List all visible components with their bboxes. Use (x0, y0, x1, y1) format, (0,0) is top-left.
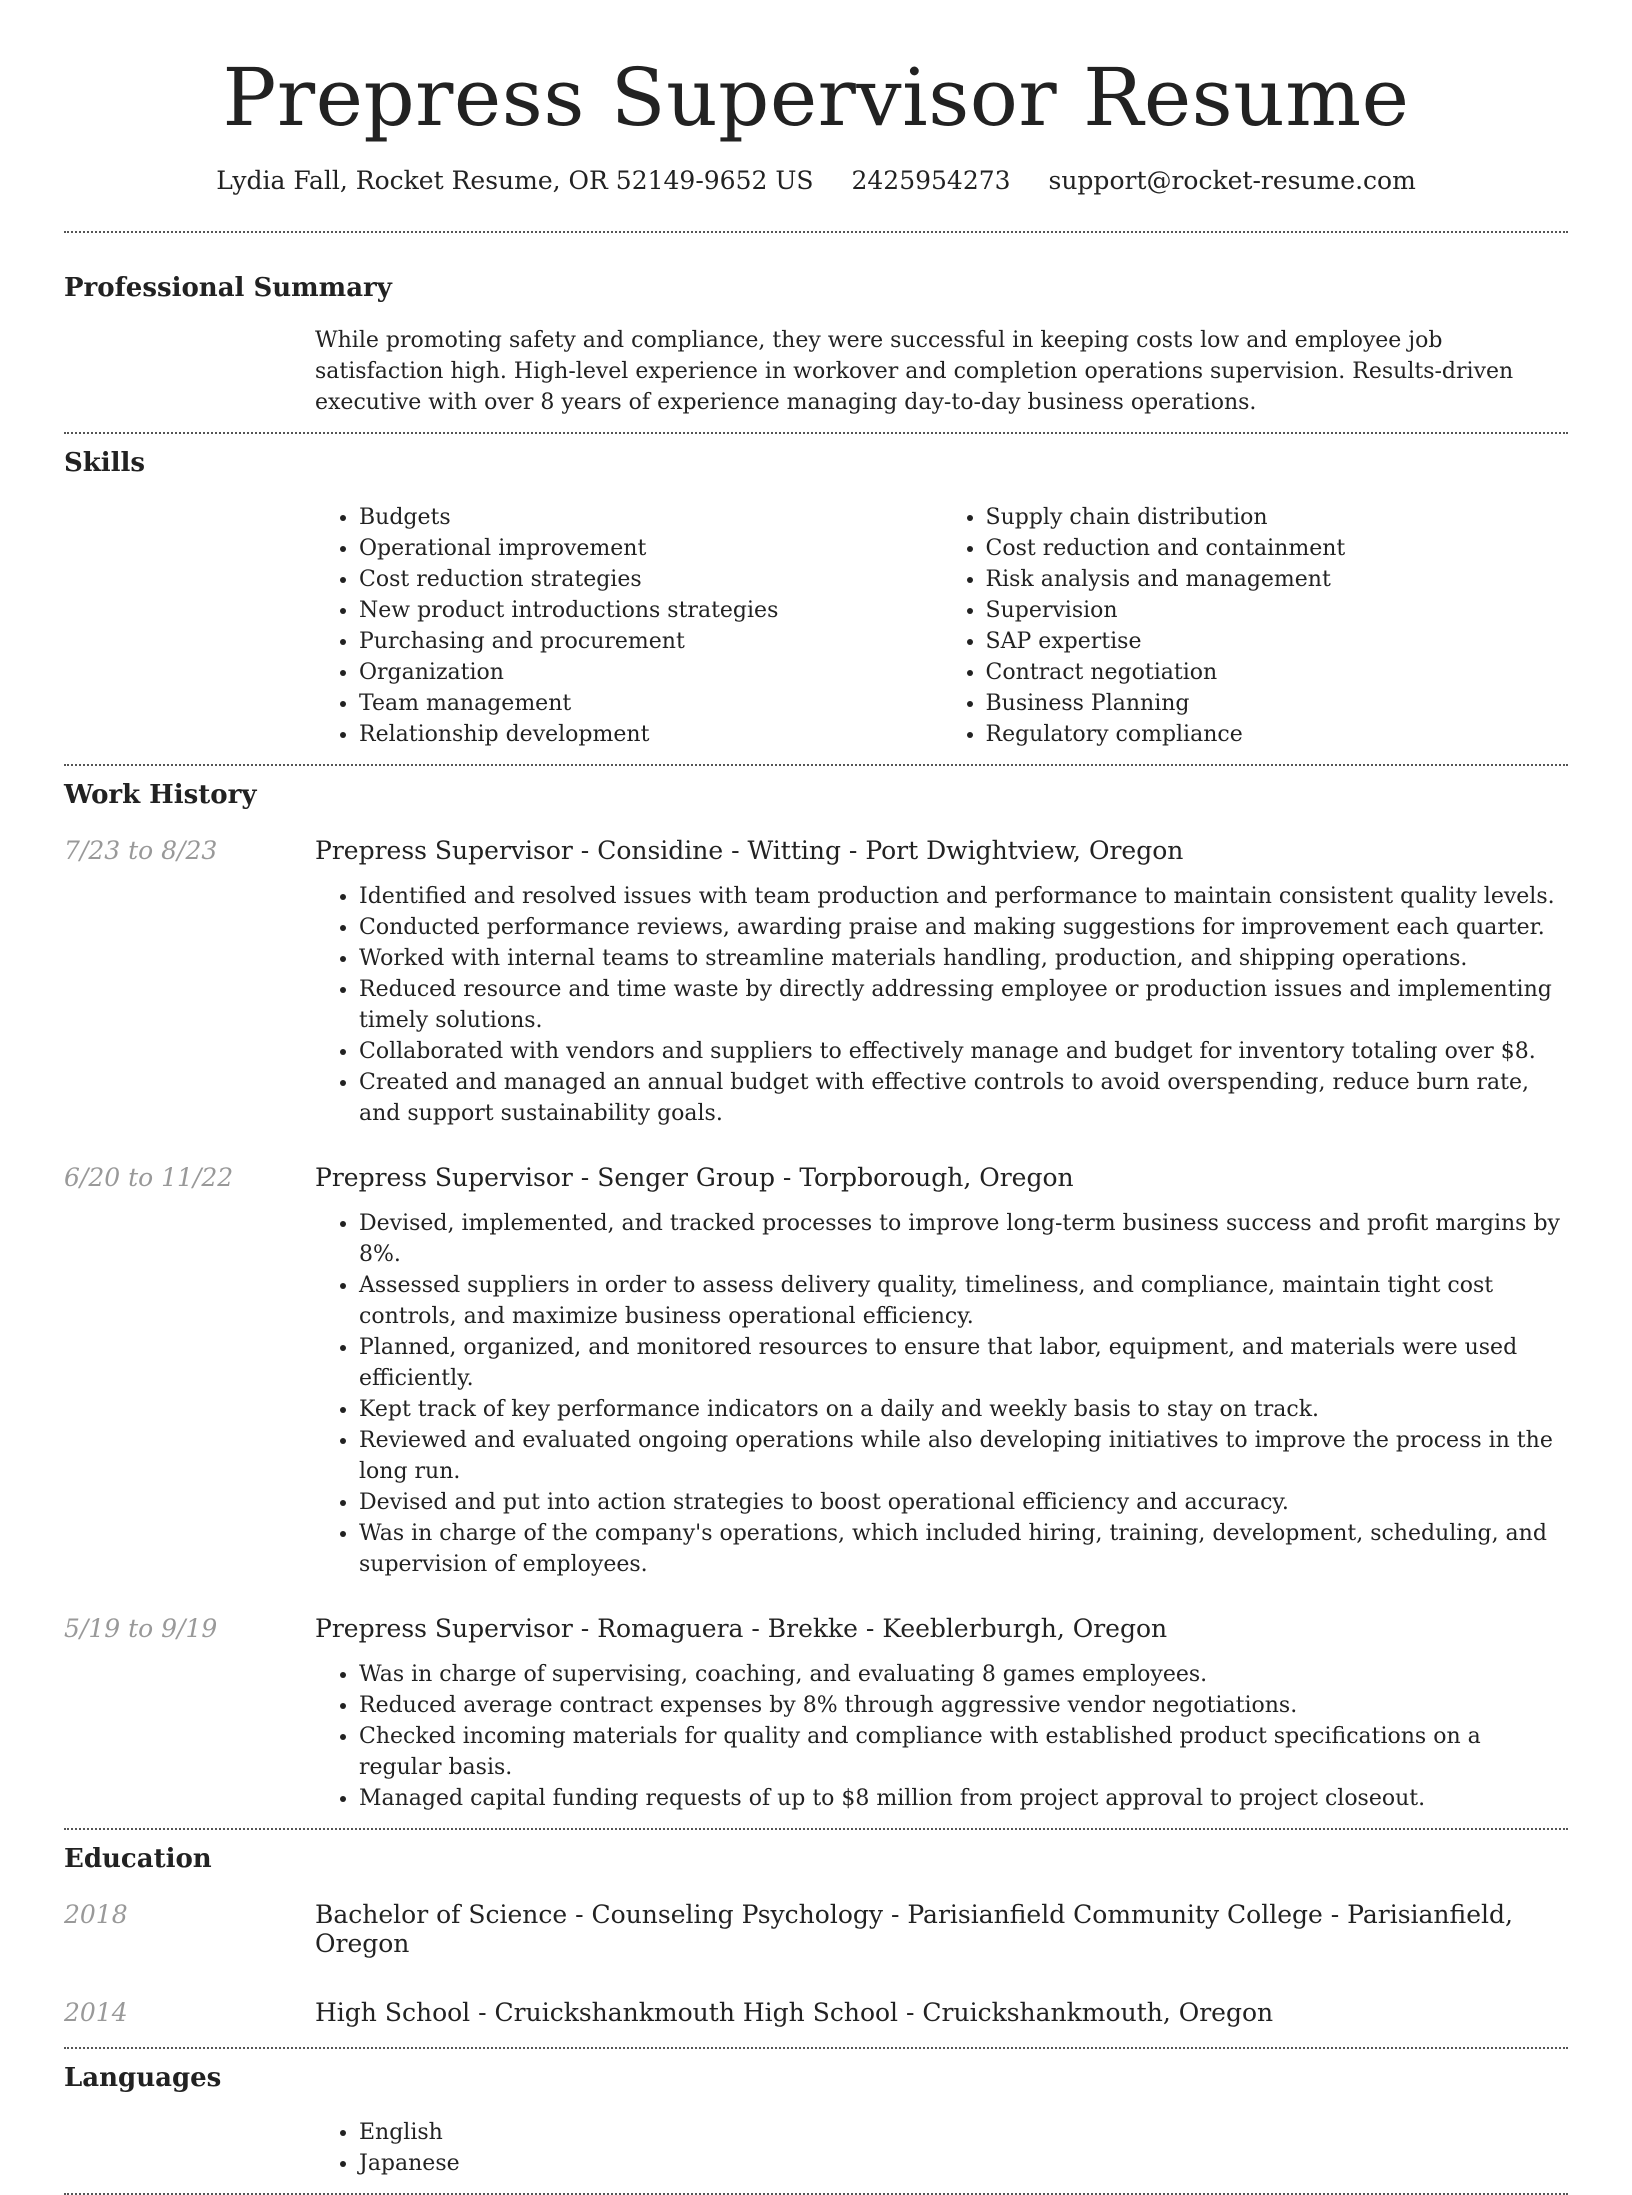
job-bullet: • Assessed suppliers in order to assess delivery quality, timeliness, and compliance, maintain tight cost controls, and maximize business operational efficiency. (359, 1270, 1568, 1332)
education-degree: High School - Cruickshankmouth High School - Cruickshankmouth, Oregon (315, 1998, 1274, 2027)
job-bullet: • Reviewed and evaluated ongoing operations while also developing initiatives to improve the process in the long run. (359, 1425, 1568, 1487)
language-item: • Japanese (359, 2148, 1568, 2179)
skill-item: • Supply chain distribution (986, 502, 1569, 533)
job-bullet: • Was in charge of supervising, coaching, and evaluating 8 games employees. (359, 1659, 1568, 1690)
job-bullet: • Devised, implemented, and tracked processes to improve long-term business success and profit margins by 8%. (359, 1208, 1568, 1270)
education-heading: Education (64, 1844, 212, 1874)
contact-address: Lydia Fall, Rocket Resume, OR 52149-9652 US (216, 166, 814, 195)
languages-list (315, 2117, 1568, 2179)
job-title: Prepress Supervisor - Senger Group - Torpborough, Oregon (315, 1163, 1074, 1192)
job-bullet: • Devised and put into action strategies to boost operational efficiency and accuracy. (359, 1487, 1568, 1518)
job-bullets (315, 881, 1568, 1129)
job-dates: 6/20 to 11/22 (64, 1163, 234, 1192)
skill-item: • Risk analysis and management (986, 564, 1569, 595)
work-section (64, 766, 1568, 1814)
language-item: • English (359, 2117, 1568, 2148)
education-entry (64, 1998, 1568, 2027)
page-title: Prepress Supervisor Resume (222, 51, 1410, 144)
job-header (64, 1614, 1568, 1643)
summary-text: While promoting safety and compliance, they were successful in keeping costs low and employee job satisfaction high. High-level experience in workover and completion operations supervision. Results-driven executive with over 8 years of experience managing day-to-day business operations. (315, 328, 1514, 415)
skill-item: • Team management (359, 688, 942, 719)
education-list (64, 1900, 1568, 2027)
skill-item: • Purchasing and procurement (359, 626, 942, 657)
job-bullet: • Planned, organized, and monitored resources to ensure that labor, equipment, and materials were used efficiently. (359, 1332, 1568, 1394)
skill-item: • Operational improvement (359, 533, 942, 564)
job-bullet: • Collaborated with vendors and suppliers to effectively manage and budget for inventory totaling over $8. (359, 1036, 1568, 1067)
job-bullet: • Conducted performance reviews, awarding praise and making suggestions for improvement each quarter. (359, 912, 1568, 943)
job-dates: 5/19 to 9/19 (64, 1614, 218, 1643)
skills-list-right (942, 502, 1569, 750)
job-bullets (315, 1659, 1568, 1814)
languages-content (315, 2117, 1568, 2179)
education-entry (64, 1900, 1568, 1958)
skills-heading: Skills (64, 448, 146, 478)
education-degree: Bachelor of Science - Counseling Psychology - Parisianfield Community College - Parisianfield, Oregon (315, 1900, 1513, 1958)
skill-item: • Relationship development (359, 719, 942, 750)
languages-heading: Languages (64, 2063, 222, 2093)
skills-list-left (315, 502, 942, 750)
job-title: Prepress Supervisor - Considine - Witting - Port Dwightview, Oregon (315, 836, 1184, 865)
job-title: Prepress Supervisor - Romaguera - Brekke - Keeblerburgh, Oregon (315, 1614, 1168, 1643)
job-entry (64, 1163, 1568, 1580)
job-bullet: • Managed capital funding requests of up to $8 million from project approval to project closeout. (359, 1783, 1568, 1814)
summary-heading: Professional Summary (64, 273, 392, 303)
job-header (64, 1163, 1568, 1192)
summary-section (64, 233, 1568, 418)
job-bullet: • Worked with internal teams to streamline materials handling, production, and shipping operations. (359, 943, 1568, 974)
job-entry (64, 1614, 1568, 1814)
job-bullet: • Created and managed an annual budget with effective controls to avoid overspending, reduce burn rate, and support sustainability goals. (359, 1067, 1568, 1129)
skill-item: • Budgets (359, 502, 942, 533)
skill-item: • Cost reduction strategies (359, 564, 942, 595)
skills-section (64, 434, 1568, 750)
skills-columns (315, 502, 1568, 750)
skill-item: • Contract negotiation (986, 657, 1569, 688)
education-section (64, 1830, 1568, 2027)
job-bullet: • Checked incoming materials for quality and compliance with established product specifications on a regular basis. (359, 1721, 1568, 1783)
skill-item: • SAP expertise (986, 626, 1569, 657)
education-year: 2018 (64, 1900, 128, 1929)
education-year: 2014 (64, 1998, 128, 2027)
contact-email: support@rocket-resume.com (1048, 166, 1416, 195)
work-heading: Work History (64, 780, 257, 810)
skill-item: • Business Planning (986, 688, 1569, 719)
job-bullets (315, 1208, 1568, 1580)
skill-item: • Supervision (986, 595, 1569, 626)
skill-item: • New product introductions strategies (359, 595, 942, 626)
job-entry (64, 836, 1568, 1129)
job-list (64, 836, 1568, 1814)
job-header (64, 836, 1568, 865)
skill-item: • Organization (359, 657, 942, 688)
skill-item: • Regulatory compliance (986, 719, 1569, 750)
job-bullet: • Identified and resolved issues with team production and performance to maintain consistent quality levels. (359, 881, 1568, 912)
job-bullet: • Was in charge of the company's operations, which included hiring, training, development, scheduling, and supervision of employees. (359, 1518, 1568, 1580)
contact-line (64, 166, 1568, 195)
contact-phone: 2425954273 (851, 166, 1011, 195)
job-dates: 7/23 to 8/23 (64, 836, 218, 865)
job-bullet: • Kept track of key performance indicators on a daily and weekly basis to stay on track. (359, 1394, 1568, 1425)
job-bullet: • Reduced average contract expenses by 8% through aggressive vendor negotiations. (359, 1690, 1568, 1721)
skill-item: • Cost reduction and containment (986, 533, 1569, 564)
job-bullet: • Reduced resource and time waste by directly addressing employee or production issues and implementing timely solutions. (359, 974, 1568, 1036)
languages-section (64, 2049, 1568, 2179)
